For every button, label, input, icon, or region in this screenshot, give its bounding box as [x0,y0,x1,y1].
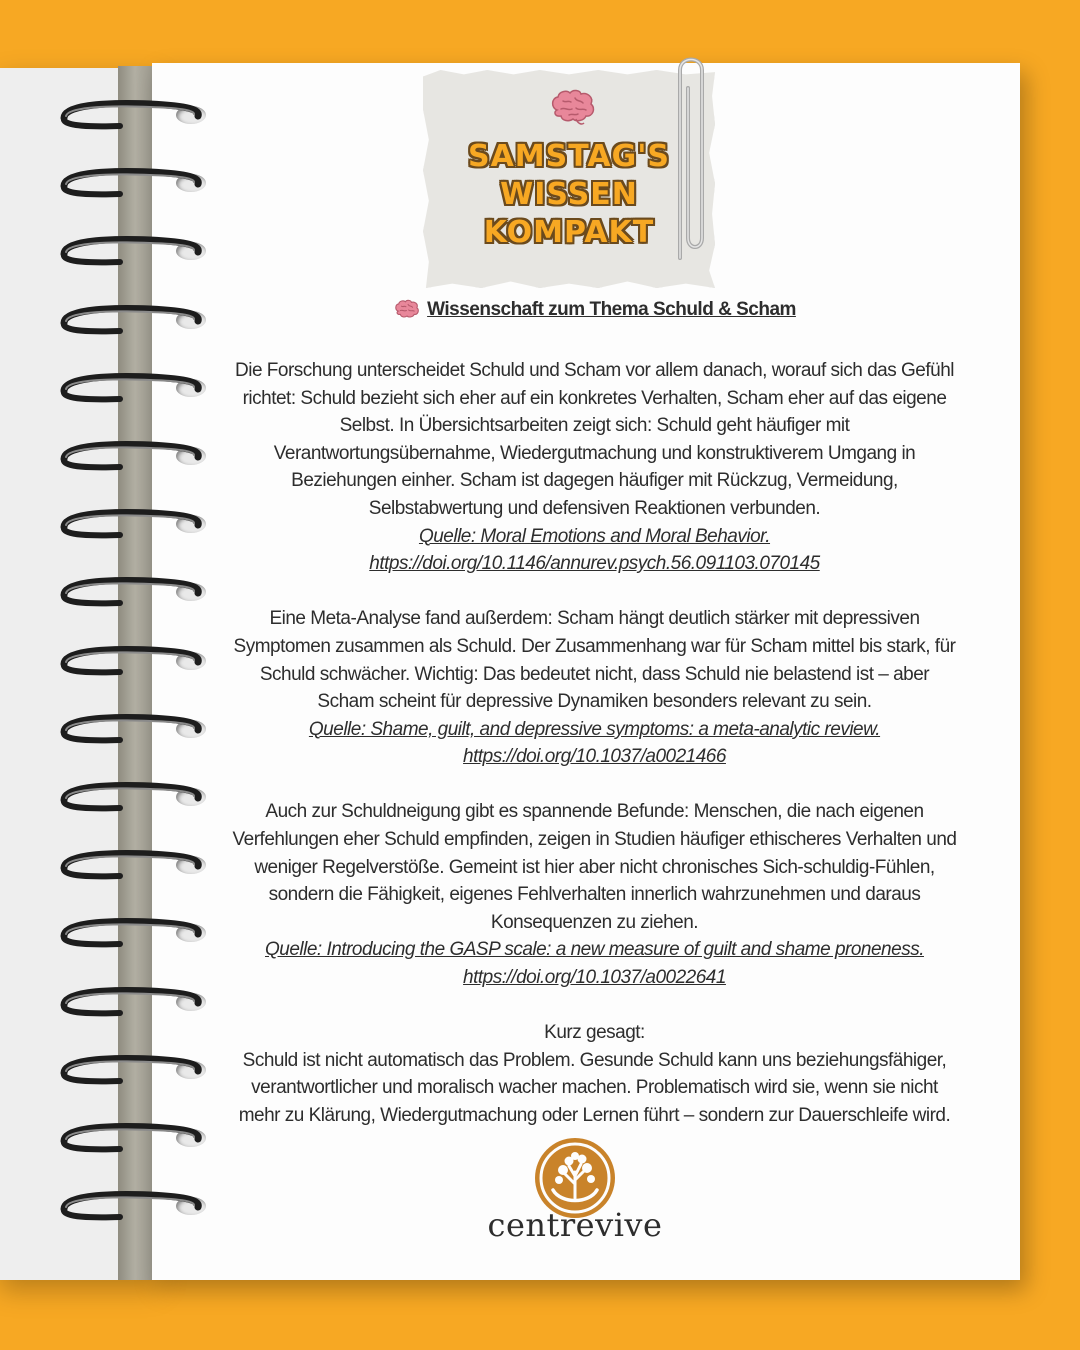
summary-label: Kurz gesagt: [544,1022,645,1044]
section-heading-row [212,296,977,329]
binding-ring [60,573,210,607]
text-line: Selbstabwertung und defensiven Reaktionen verbunden. [368,497,821,519]
binding-ring [60,983,210,1017]
binding-ring [60,710,210,744]
text-line: Schuld ist nicht automatisch das Problem. Gesunde Schuld kann uns beziehungsfähiger, [242,1049,947,1071]
binding-ring [60,164,210,198]
text-line: weniger Regelverstöße. Gemeint ist hier aber nicht chronisches Sich-schuldig-Fühlen, [254,856,935,878]
text-line: Verantwortungsübernahme, Wiedergutmachung und konstruktiverem Umgang in [273,442,916,464]
doi-link[interactable]: https://doi.org/10.1037/a0022641 [463,967,726,989]
paragraph-2 [212,605,977,771]
text-line: Symptomen zusammen als Schuld. Der Zusammenhang war für Scham mittel bis stark, für [233,635,956,657]
text-line: Schuld schwächer. Wichtig: Das bedeutet nicht, dass Schuld nie belastend ist – aber [259,663,930,685]
text-line: verantwortlicher und moralisch wacher machen. Problematisch wird sie, wenn sie nicht [251,1077,938,1099]
binding-ring [60,96,210,130]
text-line: mehr zu Klärung, Wiedergutmachung oder Lernen führt – sondern zur Dauerschleife wird. [238,1105,951,1127]
source-citation[interactable]: Quelle: Introducing the GASP scale: a new measure of guilt and shame proneness. [265,939,924,961]
binding-ring [60,914,210,948]
source-citation[interactable]: Quelle: Moral Emotions and Moral Behavior. [418,525,771,547]
text-line: Beziehungen einher. Scham ist dagegen häufiger mit Rückzug, Vermeidung, [291,470,898,492]
binding-ring [60,1119,210,1153]
binding-ring [60,437,210,471]
text-line: Die Forschung unterscheidet Schuld und Scham vor allem danach, worauf sich das Gefühl [235,359,954,381]
title-line-2: WISSEN KOMPAKT [483,177,655,250]
source-citation[interactable]: Quelle: Shame, guilt, and depressive symptoms: a meta-analytic review. [308,718,881,740]
binding-ring [60,778,210,812]
text-line: sondern die Fähigkeit, eigenes Fehlverhalten innerlich wahrzunehmen und daraus [268,884,921,906]
title-line-1: SAMSTAG'S [467,139,671,174]
binding-ring [60,505,210,539]
binding-ring [60,846,210,880]
binding-ring [60,301,210,335]
section-heading [393,296,796,324]
binding-ring [60,232,210,266]
text-line: richtet: Schuld bezieht sich eher auf ein konkretes Verhalten, Scham eher auf das eigene [242,387,947,409]
binding-ring [60,1051,210,1085]
text-line: Verfehlungen eher Schuld empfinden, zeigen in Studien häufiger ethischeres Verhalten und [232,829,957,851]
paragraph-3 [212,798,977,991]
text-line: Konsequenzen zu ziehen. [490,911,699,933]
text-line: Auch zur Schuldneigung gibt es spannende Befunde: Menschen, die nach eigenen [265,801,924,823]
text-line: Selbst. In Übersichtsarbeiten zeigt sich: Schuld geht häufiger mit [339,415,850,437]
paragraph-1 [212,357,977,578]
text-line: Eine Meta-Analyse fand außerdem: Scham hängt deutlich stärker mit depressiven [269,608,920,630]
section-heading-text: Wissenschaft zum Thema Schuld & Scham [427,299,796,320]
paperclip-icon [668,48,714,268]
doi-link[interactable]: https://doi.org/10.1146/annurev.psych.56.091103.070145 [369,553,820,575]
article-body [212,296,977,1130]
summary [212,1019,977,1129]
brain-icon [393,299,421,321]
binding-ring [60,1187,210,1221]
binding-ring [60,642,210,676]
brain-icon [549,88,597,128]
text-line: Scham scheint für depressive Dynamiken besonders relevant zu sein. [317,691,872,713]
doi-link[interactable]: https://doi.org/10.1037/a0021466 [463,746,726,768]
binding-ring [60,369,210,403]
brand-name: centrevive [487,1206,663,1244]
